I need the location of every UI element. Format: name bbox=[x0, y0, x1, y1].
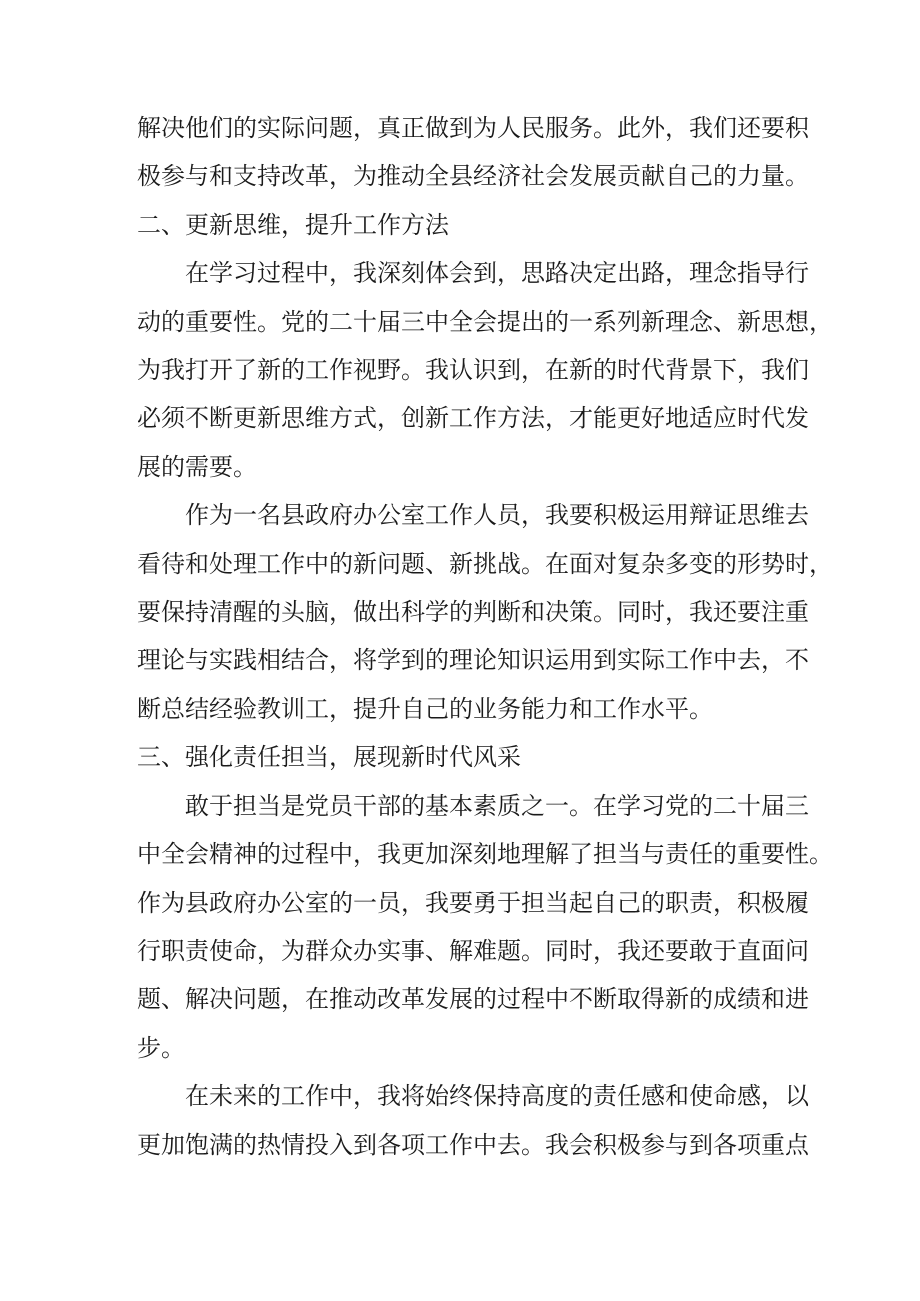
text-line: 为我打开了新的工作视野。我认识到，在新的时代背景下，我们 bbox=[137, 356, 809, 385]
text-line: 步。 bbox=[137, 1033, 185, 1062]
text-line: 在未来的工作中，我将始终保持高度的责任感和使命感，以 bbox=[185, 1082, 809, 1111]
text-line: 极参与和支持改革，为推动全县经济社会发展贡献自己的力量。 bbox=[137, 162, 809, 191]
text-line: 中全会精神的过程中，我更加深刻地理解了担当与责任的重要性。 bbox=[137, 840, 833, 869]
text-line: 动的重要性。党的二十届三中全会提出的一系列新理念、新思想， bbox=[137, 307, 833, 336]
text-line: 在学习过程中，我深刻体会到，思路决定出路，理念指导行 bbox=[185, 259, 809, 288]
text-line: 要保持清醒的头脑，做出科学的判断和决策。同时，我还要注重 bbox=[137, 598, 809, 627]
paragraph bbox=[137, 249, 833, 491]
text-line: 作为一名县政府办公室工作人员，我要积极运用辩证思维去 bbox=[185, 501, 809, 530]
text-line: 敢于担当是党员干部的基本素质之一。在学习党的二十届三 bbox=[185, 791, 809, 820]
text-line: 行职责使命，为群众办实事、解难题。同时，我还要敢于直面问 bbox=[137, 936, 809, 965]
paragraph bbox=[137, 491, 833, 733]
text-line: 展的需要。 bbox=[137, 452, 257, 481]
text-line: 解决他们的实际问题，真正做到为人民服务。此外，我们还要积 bbox=[137, 114, 809, 142]
text-line: 看待和处理工作中的新问题、新挑战。在面对复杂多变的形势时， bbox=[137, 549, 833, 578]
text-line: 断总结经验教训工，提升自己的业务能力和工作水平。 bbox=[137, 694, 713, 723]
document-body bbox=[137, 104, 833, 1169]
section-heading-3 bbox=[137, 733, 787, 781]
paragraph bbox=[137, 1072, 809, 1169]
section-heading-2 bbox=[137, 201, 787, 249]
text-line: 必须不断更新思维方式，创新工作方法，才能更好地适应时代发 bbox=[137, 404, 809, 433]
heading-text: 二、更新思维，提升工作方法 bbox=[137, 210, 449, 239]
text-line: 题、解决问题，在推动改革发展的过程中不断取得新的成绩和进 bbox=[137, 985, 809, 1014]
paragraph bbox=[137, 782, 833, 1072]
paragraph-continuation bbox=[137, 104, 809, 201]
heading-text: 三、强化责任担当，展现新时代风采 bbox=[137, 743, 521, 772]
text-line: 理论与实践相结合，将学到的理论知识运用到实际工作中去，不 bbox=[137, 646, 809, 675]
text-line: 更加饱满的热情投入到各项工作中去。我会积极参与到各项重点 bbox=[137, 1130, 809, 1159]
text-line: 作为县政府办公室的一员，我要勇于担当起自己的职责，积极履 bbox=[137, 888, 809, 917]
